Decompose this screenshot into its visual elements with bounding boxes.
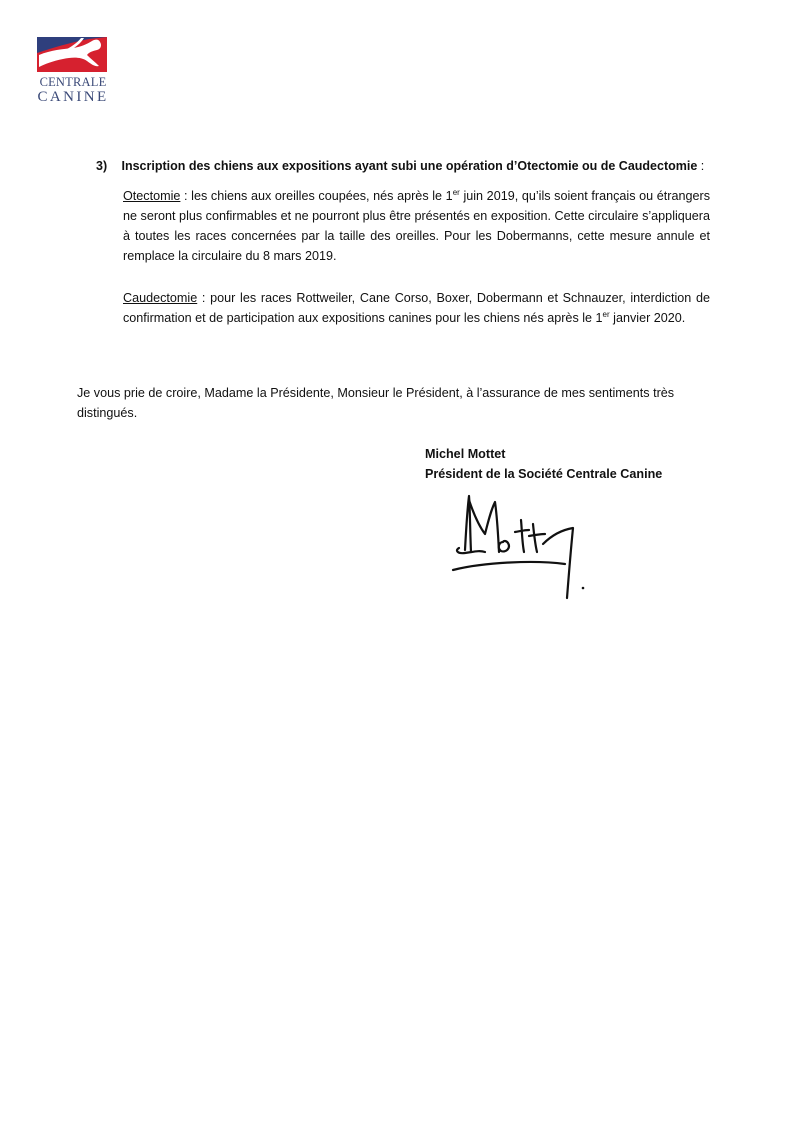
otectomie-paragraph xyxy=(123,186,710,266)
section-heading xyxy=(96,159,736,173)
caudectomie-text-1: : pour les races Rottweiler, Cane Corso, Boxer, Dobermann et Schnauzer, interdiction de confirmation et de participation aux expositions canines pour les chiens nés après le 1 xyxy=(123,291,710,325)
section-title: Inscription des chiens aux expositions ayant subi une opération d’Otectomie ou de Caudectomie xyxy=(121,159,698,173)
caudectomie-superscript: er xyxy=(602,309,610,319)
signatory-role: Président de la Société Centrale Canine xyxy=(425,467,663,481)
otectomie-text-2: juin 2019, qu’ils soient français ou étrangers ne seront plus confirmables et ne pourront plus être présentés en exposition. Cette circulaire s’appliquera à toutes les races concernées par la taille des oreilles. Pour les Dobermanns, cette mesure annule et remplace la circulaire du 8 mars 2019. xyxy=(123,189,710,263)
logo-word-centrale: CENTRALE xyxy=(39,75,107,89)
caudectomie-term: Caudectomie xyxy=(123,291,198,305)
logo-word-canine: CANINE xyxy=(37,88,109,105)
signatory-name: Michel Mottet xyxy=(425,447,506,461)
caudectomie-text-2: janvier 2020. xyxy=(609,311,686,325)
otectomie-superscript: er xyxy=(452,187,460,197)
section-title-colon: : xyxy=(697,159,705,173)
otectomie-term: Otectomie xyxy=(123,189,181,203)
otectomie-text-1: : les chiens aux oreilles coupées, nés après le 1 xyxy=(180,189,453,203)
caudectomie-paragraph xyxy=(123,288,710,328)
centrale-canine-logo xyxy=(37,37,109,105)
dog-emblem-icon xyxy=(37,37,107,72)
closing-formula: Je vous prie de croire, Madame la Présidente, Monsieur le Président, à l’assurance de mes sentiments très distingués. xyxy=(77,386,675,420)
section-number: 3) xyxy=(96,159,108,173)
signature-block xyxy=(425,444,745,484)
handwritten-signature xyxy=(445,490,595,605)
